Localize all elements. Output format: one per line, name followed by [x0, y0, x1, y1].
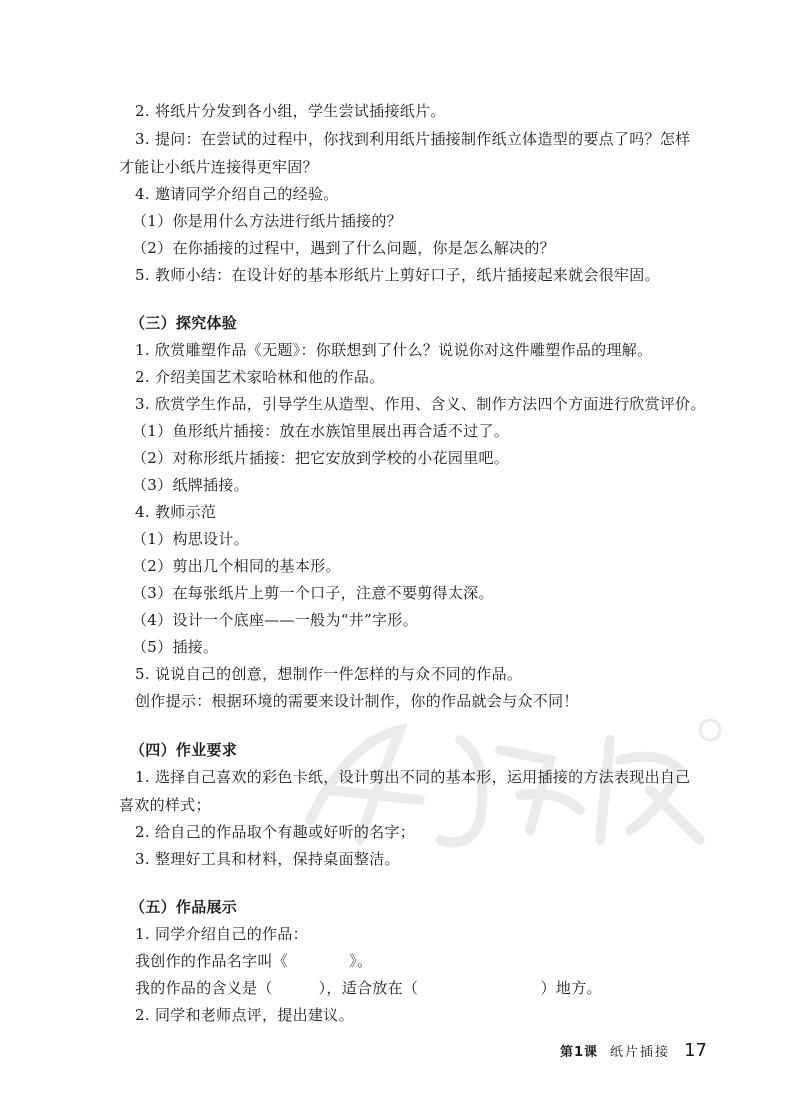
section-5-line-1: 1. 同学介绍自己的作品： — [135, 925, 308, 943]
section-4-line-3: 2. 给自己的作品取个有趣或好听的名字； — [135, 823, 416, 841]
section-3-line-14: 创作提示：根据环境的需要来设计制作，你的作品就会与众不同！ — [135, 692, 579, 710]
section-3-line-6: （3）纸牌插接。 — [132, 476, 249, 494]
section-3-line-10: （3）在每张纸片上剪一个口子，注意不要剪得太深。 — [132, 584, 494, 602]
section-3-line-1: 1. 欣赏雕塑作品《无题》：你联想到了什么？说说你对这件雕塑作品的理解。 — [135, 341, 653, 359]
section-3-line-3: 3. 欣赏学生作品，引导学生从造型、作用、含义、制作方法四个方面进行欣赏评价。 — [135, 395, 706, 413]
intro-line-5: （1）你是用什么方法进行纸片插接的？ — [132, 212, 402, 230]
intro-line-3: 才能让小纸片连接得更牢固？ — [119, 158, 318, 176]
intro-line-1: 2. 将纸片分发到各小组，学生尝试插接纸片。 — [135, 102, 446, 120]
section-3-line-7: 4. 教师示范 — [135, 503, 217, 521]
section-3-line-11: （4）设计一个底座——一般为“井”字形。 — [132, 611, 418, 629]
intro-line-6: （2）在你插接的过程中，遇到了什么问题，你是怎么解决的？ — [132, 239, 555, 257]
lesson-number: 第1课 — [560, 1045, 599, 1060]
section-4-line-1: 1. 选择自己喜欢的彩色卡纸，设计剪出不同的基本形，运用插接的方法表现出自己 — [135, 768, 691, 786]
page-footer — [560, 1040, 707, 1066]
section-3-line-4: （1）鱼形纸片插接：放在水族馆里展出再合适不过了。 — [132, 422, 510, 440]
section-3-line-12: （5）插接。 — [132, 638, 219, 656]
section-3-line-5: （2）对称形纸片插接：把它安放到学校的小花园里吧。 — [132, 449, 510, 467]
intro-line-4: 4. 邀请同学介绍自己的经验。 — [135, 185, 339, 203]
section-3-line-9: （2）剪出几个相同的基本形。 — [132, 557, 341, 575]
section-4-line-2: 喜欢的样式； — [119, 796, 211, 814]
section-5-line-4: 2. 同学和老师点评，提出建议。 — [135, 1006, 354, 1024]
section-4-heading: （四）作业要求 — [130, 741, 238, 759]
page-number: 17 — [684, 1040, 707, 1061]
section-5-heading: （五）作品展示 — [130, 898, 238, 916]
section-3-heading: （三）探究体验 — [130, 314, 238, 332]
section-3-line-2: 2. 介绍美国艺术家哈林和他的作品。 — [135, 368, 385, 386]
section-4-line-4: 3. 整理好工具和材料，保持桌面整洁。 — [135, 850, 400, 868]
section-3-line-8: （1）构思设计。 — [132, 530, 249, 548]
intro-line-7: 5. 教师小结：在设计好的基本形纸片上剪好口子，纸片插接起来就会很牢固。 — [135, 266, 660, 284]
section-5-line-2: 我创作的作品名字叫《 》。 — [135, 952, 373, 970]
lesson-title: 纸片插接 — [610, 1045, 671, 1060]
section-5-line-3: 我的作品的含义是（ ），适合放在（ ）地方。 — [135, 979, 602, 997]
section-3-line-13: 5. 说说自己的创意，想制作一件怎样的与众不同的作品。 — [135, 665, 523, 683]
intro-line-2: 3. 提问：在尝试的过程中，你找到利用纸片插接制作纸立体造型的要点了吗？怎样 — [135, 130, 691, 148]
